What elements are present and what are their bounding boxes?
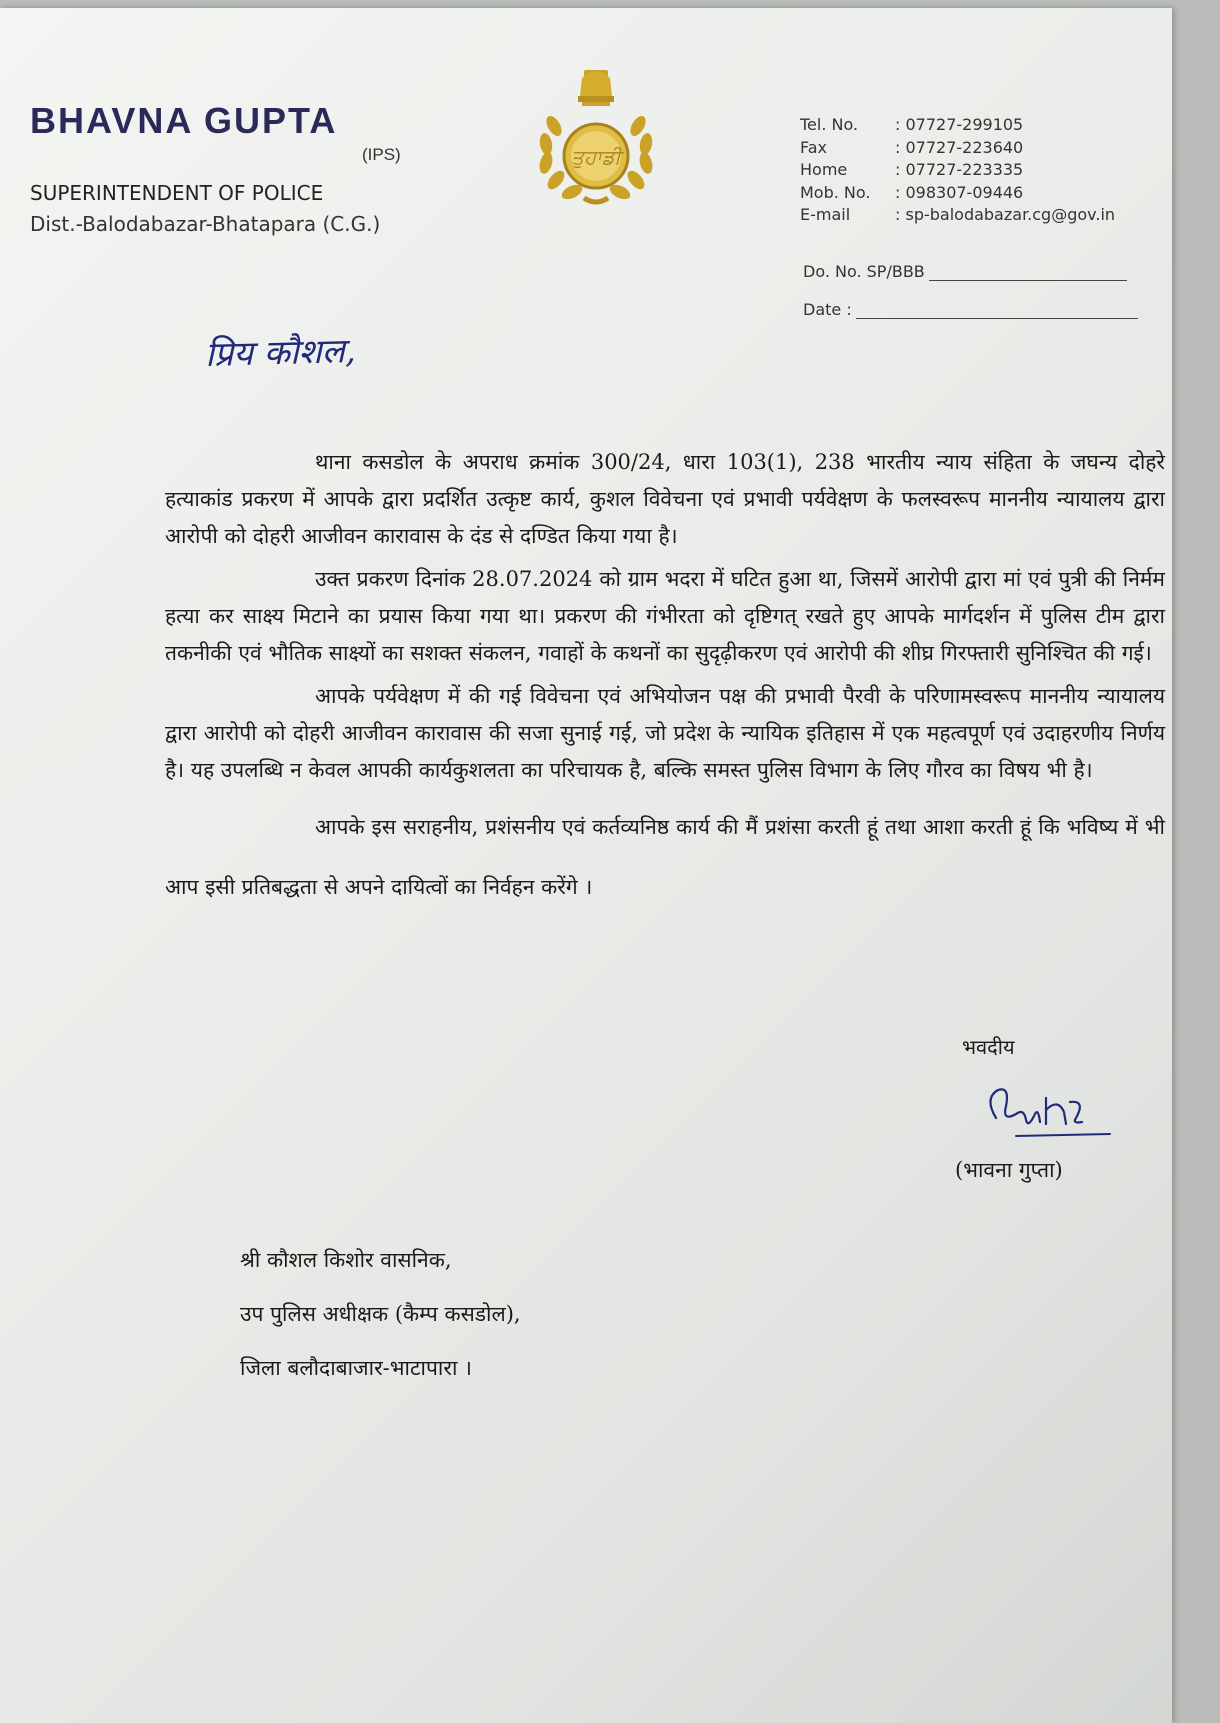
district: Dist.-Balodabazar-Bhatapara (C.G.) bbox=[30, 212, 381, 236]
contact-row-fax bbox=[800, 137, 1115, 160]
paragraph-1: थाना कसडोल के अपराध क्रमांक 300/24, धारा 103(1), 238 भारतीय न्याय संहिता के जघन्य दोहरे हत्याकांड प्रकरण में आपके द्वारा प्रदर्शित उत्कृष्ट कार्य, कुशल विवेचना एवं प्रभावी पर्यवेक्षण के फलस्वरूप माननीय न्यायालय द्वारा आरोपी को दोहरी आजीवन कारावास के दंड से दण्डित किया गया है। bbox=[165, 450, 1165, 548]
contact-row-email bbox=[800, 204, 1115, 227]
contact-label: Fax bbox=[800, 137, 828, 157]
contact-label: Tel. No. bbox=[800, 115, 859, 134]
contact-row-home bbox=[800, 159, 1115, 182]
contact-value: : 07727-223640 bbox=[895, 137, 1024, 157]
police-emblem-icon bbox=[532, 66, 660, 208]
addressee-district: जिला बलौदाबाजार-भाटापारा । bbox=[240, 1356, 473, 1380]
paragraph-2: उक्त प्रकरण दिनांक 28.07.2024 को ग्राम भदरा में घटित हुआ था, जिसमें आरोपी द्वारा मां एवं पुत्री की निर्मम हत्या कर साक्ष्य मिटाने का प्रयास किया गया था। प्रकरण की गंभीरता को दृष्टिगत् रखते हुए आपके मार्गदर्शन में पुलिस टीम द्वारा तकनीकी एवं भौतिक साक्ष्यों का सशक्त संकलन, गवाहों के कथनों का सुदृढ़ीकरण एवं आरोपी की शीघ्र गिरफ्तारी सुनिश्चित की गई। bbox=[165, 567, 1165, 665]
signature-icon bbox=[976, 1078, 1116, 1148]
date-line bbox=[803, 300, 1138, 319]
addressee-name: श्री कौशल किशोर वासनिक, bbox=[240, 1248, 452, 1272]
letter-body bbox=[165, 444, 1165, 923]
contact-label: Home bbox=[800, 160, 848, 179]
emblem-text: ਤੁਹਾਡੀ bbox=[571, 145, 621, 169]
contact-row-tel bbox=[800, 114, 1115, 137]
addressee-designation: उप पुलिस अधीक्षक (कैम्प कसडोल), bbox=[240, 1302, 521, 1326]
contact-label: Mob. No. bbox=[800, 182, 871, 202]
closing: भवदीय bbox=[962, 1035, 1015, 1059]
paragraph-4: आपके इस सराहनीय, प्रशंसनीय एवं कर्तव्यनिष्ठ कार्य की मैं प्रशंसा करती हूं तथा आशा करती हूं कि भविष्य में भी आप इसी प्रतिबद्धता से अपने दायित्वों का निर्वहन करेंगे । bbox=[165, 815, 1165, 899]
contact-row-mobile bbox=[800, 182, 1115, 205]
paragraph-3: आपके पर्यवेक्षण में की गई विवेचना एवं अभियोजन पक्ष की प्रभावी पैरवी के परिणामस्वरूप माननीय न्यायालय द्वारा आरोपी को दोहरी आजीवन कारावास की सजा सुनाई गई, जो प्रदेश के न्यायिक इतिहास में एक महत्वपूर्ण एवं उदाहरणीय निर्णय है। यह उपलब्धि न केवल आपकी कार्यकुशलता का परिचायक है, बल्कि समस्त पुलिस विभाग के लिए गौरव का विषय भी है। bbox=[165, 684, 1165, 782]
service-tag: (IPS) bbox=[362, 145, 401, 164]
contact-value: : 07727-223335 bbox=[895, 160, 1024, 179]
contact-block bbox=[800, 114, 1115, 227]
date-label: Date : bbox=[803, 300, 852, 319]
contact-label: E-mail bbox=[800, 205, 851, 224]
handwritten-salutation: प्रिय कौशल, bbox=[204, 331, 357, 375]
contact-value: : 098307-09446 bbox=[895, 182, 1024, 202]
designation: SUPERINTENDENT OF POLICE bbox=[30, 181, 324, 205]
signer-name: (भावना गुप्ता) bbox=[955, 1158, 1063, 1182]
officer-name: BHAVNA GUPTA bbox=[30, 100, 338, 141]
contact-value: : sp-balodabazar.cg@gov.in bbox=[895, 205, 1116, 224]
do-number-line bbox=[803, 262, 1127, 281]
letter-page bbox=[0, 8, 1172, 1723]
do-number-rule bbox=[929, 279, 1127, 281]
contact-value: : 07727-299105 bbox=[895, 115, 1024, 134]
do-number-label: Do. No. SP/BBB bbox=[803, 262, 925, 281]
date-rule bbox=[856, 317, 1138, 319]
addressee-block bbox=[240, 1233, 521, 1395]
